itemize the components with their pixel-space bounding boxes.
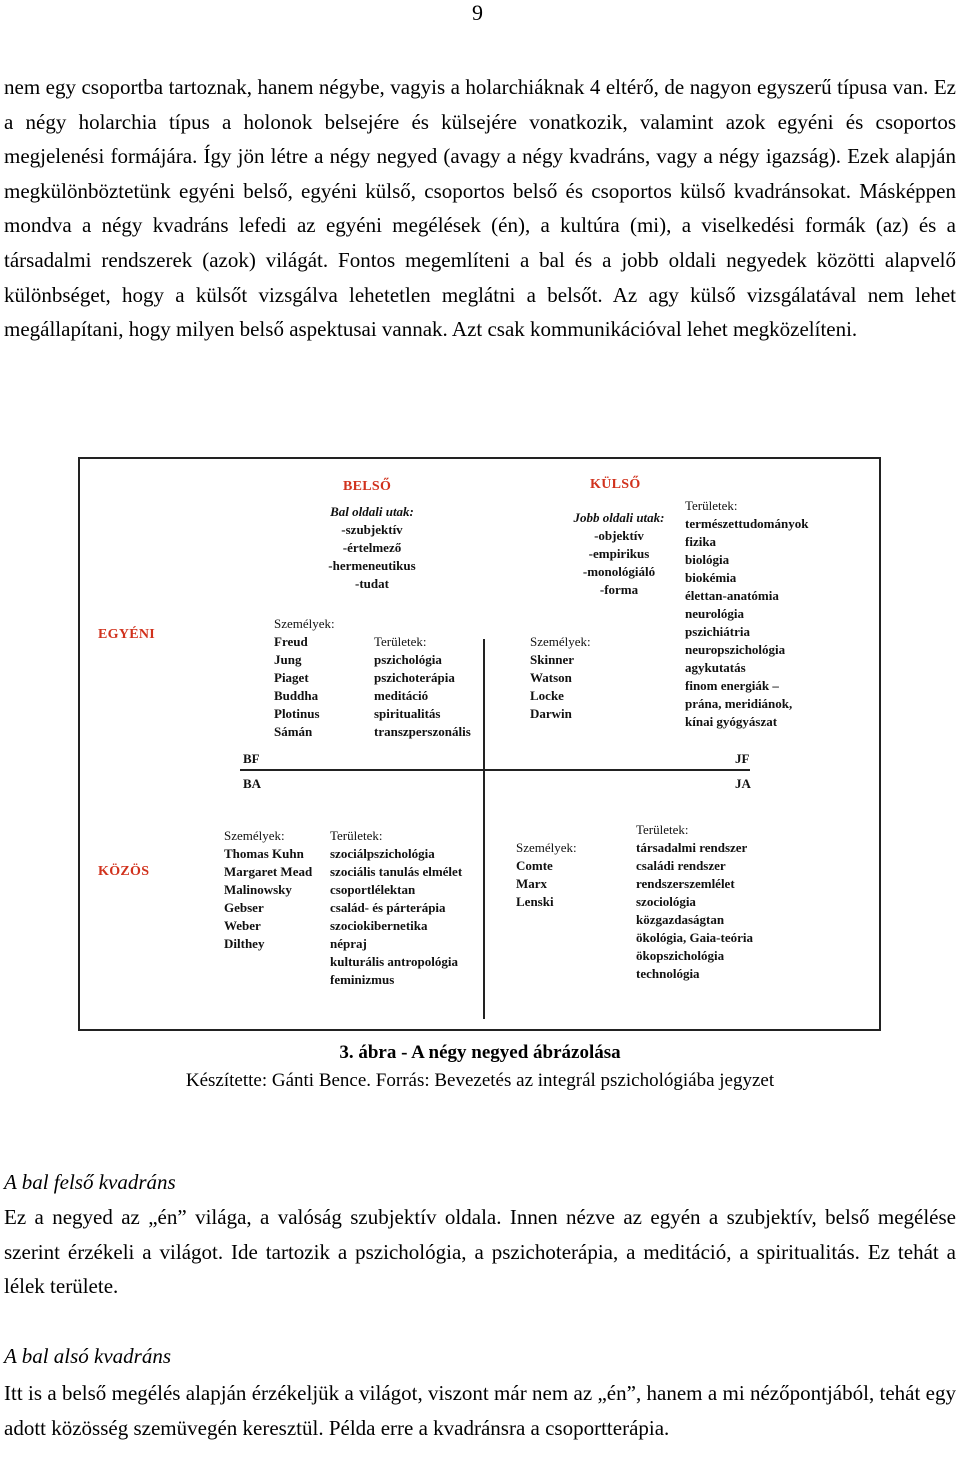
label-individual: EGYÉNI <box>98 627 156 642</box>
ll-person: Gebser <box>224 900 264 915</box>
label-inner: BELSŐ <box>343 479 392 494</box>
upper-left-paragraph: Ez a negyed az „én” világa, a valóság szubjektív oldala. Innen nézve az egyén a szubjektív, belső megélése szerint érzékeli a világot. Ide tartozik a pszichológia, a pszichoterápia, a meditáció, a spiritualitás. Ez tehát a lélek területe. <box>4 1205 956 1299</box>
ll-person: Dilthey <box>224 936 265 951</box>
left-paths-item: -tudat <box>355 576 389 591</box>
left-paths-item: -hermeneutikus <box>328 558 416 573</box>
horizontal-axis <box>240 769 750 771</box>
ur-field: élettan-anatómia <box>685 588 779 603</box>
ll-field: népraj <box>330 936 367 951</box>
lr-person: Marx <box>516 876 548 891</box>
ul-field: pszichológia <box>374 652 442 667</box>
right-paths-item: -forma <box>599 582 639 597</box>
lr-field: társadalmi rendszer <box>636 840 748 855</box>
ur-field: biológia <box>685 552 730 567</box>
right-paths-head: Jobb oldali utak: <box>573 510 665 525</box>
ul-field: pszichoterápia <box>374 670 455 685</box>
ur-fields-block <box>685 497 808 731</box>
ur-field: agykutatás <box>685 660 746 675</box>
ul-person: Piaget <box>274 670 309 685</box>
ll-persons-block <box>224 827 312 953</box>
lr-person: Lenski <box>516 894 554 909</box>
ll-person: Weber <box>224 918 261 933</box>
ur-field: fizika <box>685 534 717 549</box>
lr-fields-block <box>636 821 753 983</box>
ll-person: Thomas Kuhn <box>224 846 304 861</box>
figure-caption-title: 3. ábra - A négy negyed ábrázolása <box>339 1042 621 1063</box>
ll-person: Margaret Mead <box>224 864 313 879</box>
left-paths-head: Bal oldali utak: <box>330 504 414 519</box>
corner-bf: BF <box>243 751 260 766</box>
corner-ja: JA <box>735 776 751 791</box>
ul-field: meditáció <box>374 688 429 703</box>
section-heading-upper-left: A bal felső kvadráns <box>4 1170 176 1194</box>
right-paths-item: -empirikus <box>588 546 650 561</box>
ur-field: pszichiátria <box>685 624 750 639</box>
ll-persons-head: Személyek: <box>224 828 285 843</box>
ll-field: szociálpszichológia <box>330 846 435 861</box>
ul-person: Freud <box>274 634 308 649</box>
ur-persons-block <box>530 633 591 723</box>
right-paths-item: -monológiáló <box>582 564 656 579</box>
ll-field: szociokibernetika <box>330 918 428 933</box>
intro-paragraph: nem egy csoportba tartoznak, hanem négybe, vagyis a holarchiáknak 4 eltérő, de nagyon egyszerű típusa van. Ez a négy holarchia típus a holonok belsejére és külsejére vonatkozik, valamint azok egyéni és csoportos megjelenési formájára. Így jön létre a négy negyed (avagy a négy kvadráns, vagy a négy igazság). Ezek alapján megkülönböztetünk egyéni belső, egyéni külső, csoportos belső és csoportos külső kvadránsokat. Másképpen mondva a négy kvadráns lefedi az egyéni megélések (én), a kultúra (mi), a viselkedési formák (az) és a társadalmi rendszerek (azok) világát. Fontos megemlíteni a bal és a jobb oldali negyedek közötti alapvelő különbséget, hogy a külsőt vizsgálva lehetetlen meglátni a belsőt. Az agy külső vizsgálatával nem lehet megállapítani, hogy milyen belső aspektusai vannak. Azt csak kommunikációval lehet megközelíteni. <box>4 75 956 342</box>
ur-field: neuropszichológia <box>685 642 786 657</box>
ll-fields-head: Területek: <box>330 828 383 843</box>
ur-person: Watson <box>530 670 572 685</box>
ll-field: csoportlélektan <box>330 882 416 897</box>
ll-field: kulturális antropológia <box>330 954 458 969</box>
lr-field: családi rendszer <box>636 858 726 873</box>
ur-field: prána, meridiánok, <box>685 696 793 711</box>
ur-field: finom energiák – <box>685 678 779 693</box>
section-heading-lower-left: A bal alsó kvadráns <box>4 1344 172 1368</box>
ul-person: Jung <box>274 652 302 667</box>
lr-field: szociológia <box>636 894 696 909</box>
ul-person: Buddha <box>274 688 319 703</box>
ur-field: neurológia <box>685 606 744 621</box>
ur-field: természettudományok <box>685 516 809 531</box>
ur-persons-head: Személyek: <box>530 634 591 649</box>
ur-field: kínai gyógyászat <box>685 714 778 729</box>
lr-field: technológia <box>636 966 700 981</box>
ll-field: szociális tanulás elmélet <box>330 864 463 879</box>
lr-field: ökopszichológia <box>636 948 725 963</box>
ll-person: Malinowsky <box>224 882 292 897</box>
ll-field: család- és párterápia <box>330 900 446 915</box>
label-outer: KÜLSŐ <box>590 477 641 492</box>
label-collective: KÖZÖS <box>98 864 150 879</box>
left-paths-item: -szubjektív <box>341 522 403 537</box>
right-paths-item: -objektív <box>594 528 644 543</box>
ul-fields-head: Területek: <box>374 634 427 649</box>
right-paths-block <box>554 509 684 599</box>
ul-field: transzperszonális <box>374 724 471 739</box>
ul-person: Plotinus <box>274 706 320 721</box>
lr-persons-block <box>516 839 577 911</box>
ur-field: biokémia <box>685 570 737 585</box>
four-quadrants-figure <box>78 457 881 1031</box>
left-paths-block <box>312 503 432 593</box>
ur-fields-head: Területek: <box>685 498 738 513</box>
ur-person: Skinner <box>530 652 575 667</box>
ul-field: spiritualitás <box>374 706 441 721</box>
lr-fields-head: Területek: <box>636 822 689 837</box>
ul-fields-block <box>374 633 471 741</box>
lr-field: közgazdaságtan <box>636 912 725 927</box>
lr-field: ökológia, Gaia-teória <box>636 930 753 945</box>
left-paths-item: -értelmező <box>342 540 402 555</box>
corner-jf: JF <box>735 751 750 766</box>
figure-caption-credit: Készítette: Gánti Bence. Forrás: Bevezetés az integrál pszichológiába jegyzet <box>185 1070 775 1091</box>
page-number: 9 <box>472 0 483 25</box>
ul-person: Sámán <box>274 724 313 739</box>
lr-person: Comte <box>516 858 553 873</box>
corner-ba: BA <box>243 776 262 791</box>
ul-persons-head: Személyek: <box>274 616 335 631</box>
lr-field: rendszerszemlélet <box>636 876 735 891</box>
ur-person: Darwin <box>530 706 572 721</box>
ur-person: Locke <box>530 688 564 703</box>
vertical-axis <box>483 639 485 1019</box>
ll-fields-block <box>330 827 462 989</box>
lr-persons-head: Személyek: <box>516 840 577 855</box>
ul-persons-block <box>274 615 335 741</box>
lower-left-paragraph: Itt is a belső megélés alapján érzékeljük a világot, viszont már nem az „én”, hanem a mi nézőpontjából, tehát egy adott közösség szemüvegén keresztül. Példa erre a kvadránsra a csoportterápia. <box>4 1381 956 1440</box>
ll-field: feminizmus <box>330 972 395 987</box>
